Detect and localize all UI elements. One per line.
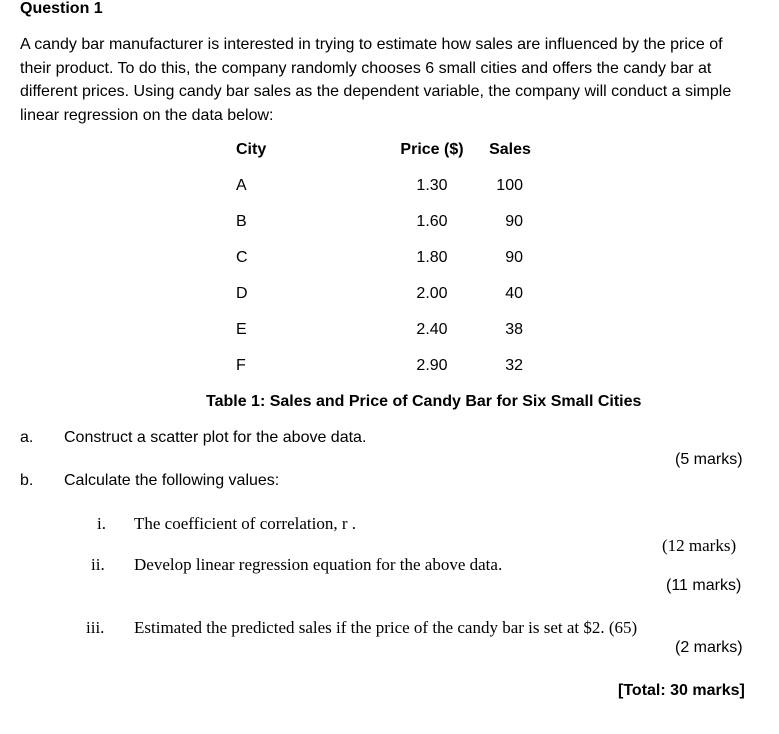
part-b-text: Calculate the following values: [64,472,280,489]
table-header-price: Price ($) [400,141,464,158]
sub-iii-text: Estimated the predicted sales if the price of the candy bar is set at $2. (65) [134,618,638,637]
sub-ii-label: ii. [91,555,105,574]
sub-i-marks: (12 marks) [662,536,737,555]
table-caption: Table 1: Sales and Price of Candy Bar for Six Small Cities [206,393,642,410]
question-intro [20,33,760,127]
table-header-sales: Sales [489,141,531,158]
total-marks: [Total: 30 marks] [618,682,745,699]
sub-i-text: The coefficient of correlation, r . [134,514,356,533]
intro-line: A candy bar manufacturer is interested in trying to estimate how sales are influenced by the price of [20,36,723,53]
part-b-label: b. [20,472,34,489]
table-cell-sales: 90 [505,249,523,266]
table-cell-sales: 32 [505,357,523,374]
table-cell-sales: 38 [505,321,523,338]
table-header-city: City [236,141,267,158]
part-a-label: a. [20,429,34,446]
question-title: Question 1 [20,0,103,17]
sub-iii-label: iii. [86,618,105,637]
table-cell-sales: 40 [505,285,523,302]
part-a-text: Construct a scatter plot for the above data. [64,429,367,446]
table-cell-sales: 90 [505,213,523,230]
table-cell-price: 1.80 [416,249,448,266]
table-cell-sales: 100 [496,177,523,194]
table-cell-city: A [236,177,247,194]
sub-ii-marks: (11 marks) [666,577,742,594]
table-cell-city: C [236,249,248,266]
table-cell-price: 2.90 [416,357,448,374]
table-cell-city: B [236,213,247,230]
table-cell-city: F [236,357,246,374]
table-cell-price: 1.60 [416,213,448,230]
table-cell-price: 2.40 [416,321,448,338]
table-cell-city: E [236,321,247,338]
intro-line: their product. To do this, the company randomly chooses 6 small cities and offers the candy bar at [20,59,712,77]
table-cell-price: 1.30 [416,177,448,194]
sub-i-label: i. [97,514,106,533]
table-cell-price: 2.00 [416,285,448,302]
sub-ii-text: Develop linear regression equation for the above data. [134,555,503,574]
intro-line: different prices. Using candy bar sales as the dependent variable, the company will conduct a simple [20,83,732,100]
part-a-marks: (5 marks) [675,451,743,468]
intro-line: linear regression on the data below: [20,106,274,124]
table-cell-city: D [236,285,248,302]
sub-iii-marks: (2 marks) [675,639,743,656]
